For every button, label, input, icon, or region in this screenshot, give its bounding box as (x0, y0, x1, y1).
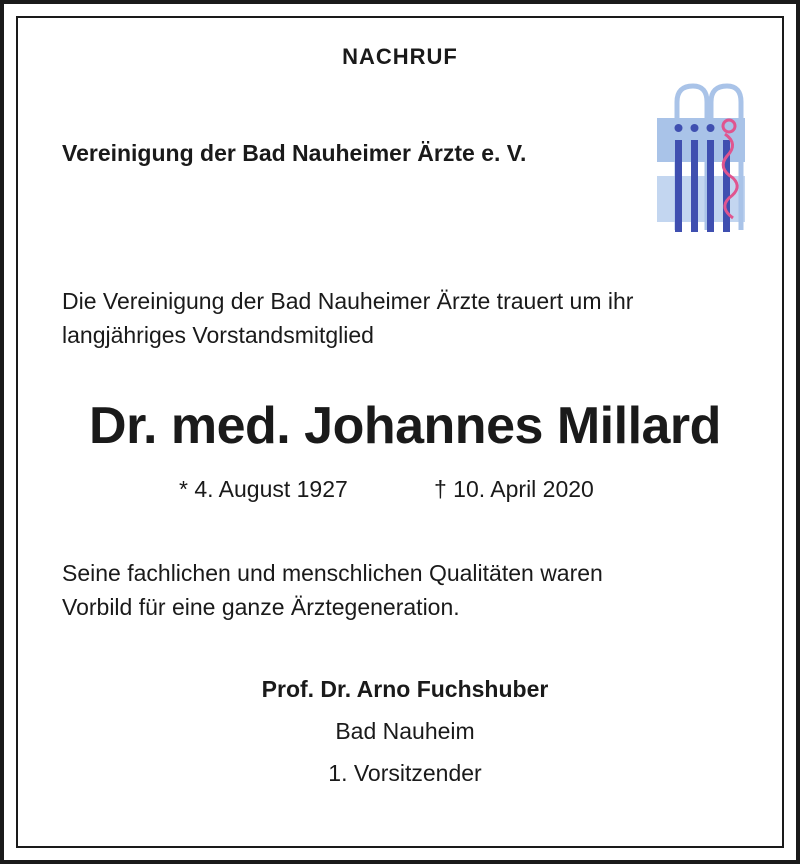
signatory-role: 1. Vorsitzender (328, 760, 482, 786)
tribute-paragraph (62, 556, 603, 624)
signatory-city: Bad Nauheim (335, 718, 475, 744)
medical-association-logo-icon (655, 80, 747, 232)
death-date: † 10. April 2020 (434, 476, 594, 502)
logo-head-2 (691, 124, 699, 132)
intro-line-1: Die Vereinigung der Bad Nauheimer Ärzte trauert um ihr (62, 288, 634, 314)
logo-pillar-3 (707, 140, 714, 232)
signatory-name: Prof. Dr. Arno Fuchshuber (261, 676, 549, 702)
deceased-name: Dr. med. Johannes Millard (89, 397, 721, 455)
organization-name: Vereinigung der Bad Nauheimer Ärzte e. V. (62, 140, 527, 166)
intro-line-2: langjähriges Vorstandsmitglied (62, 322, 374, 348)
notice-heading: NACHRUF (342, 44, 458, 69)
logo-light-band-bottom (657, 176, 745, 222)
tribute-line-1: Seine fachlichen und menschlichen Qualitäten waren (62, 560, 603, 586)
logo-head-3 (707, 124, 715, 132)
logo-pillar-1 (675, 140, 682, 232)
logo-pillar-2 (691, 140, 698, 232)
logo-head-1 (675, 124, 683, 132)
tribute-line-2: Vorbild für eine ganze Ärztegeneration. (62, 594, 460, 620)
birth-date: * 4. August 1927 (179, 476, 348, 502)
intro-paragraph (62, 284, 633, 352)
